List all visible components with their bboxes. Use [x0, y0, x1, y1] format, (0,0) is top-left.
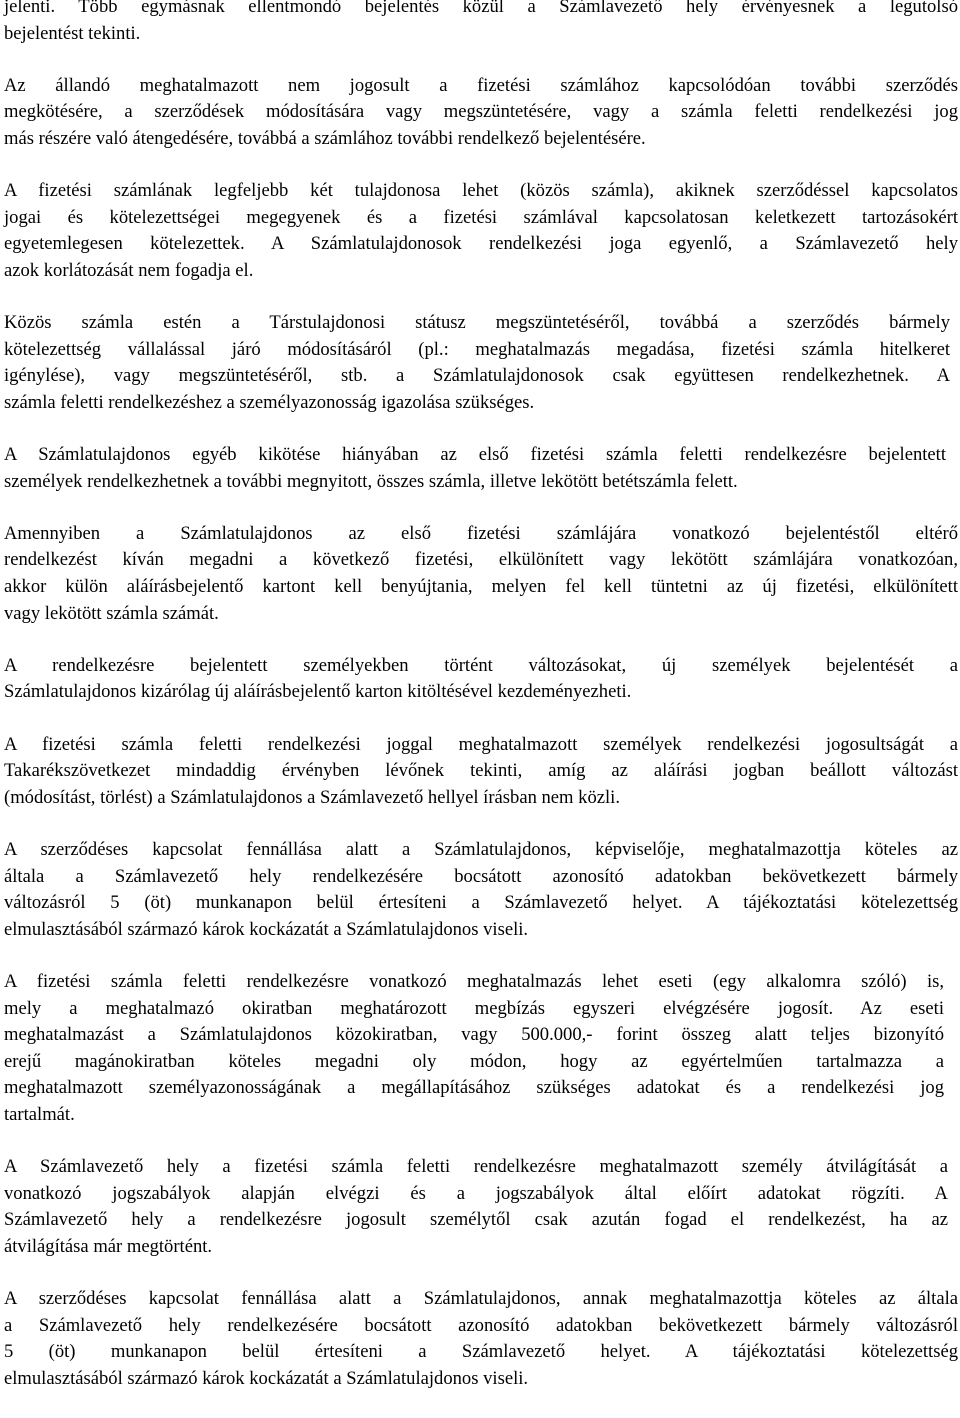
text-line: átvilágítása már megtörtént.	[4, 1235, 213, 1257]
text-line: azok korlátozását nem fogadja el.	[4, 259, 254, 281]
text-line: elmulasztásából származó károk kockázatát a Számlatulajdonos viseli.	[4, 918, 529, 940]
text-line: a Számlavezető hely rendelkezésére bocsátott azonosító adatokban bekövetkezett bármely változásról	[4, 1314, 958, 1336]
paragraph	[4, 521, 958, 627]
text-line: A szerződéses kapcsolat fennállása alatt a Számlatulajdonos, annak meghatalmazottja köteles az általa	[4, 1288, 958, 1310]
paragraph	[4, 442, 958, 495]
text-line: A szerződéses kapcsolat fennállása alatt a Számlatulajdonos, képviselője, meghatalmazottja köteles az	[4, 839, 958, 860]
text-line: igénylése), vagy megszüntetéséről, stb. a Számlatulajdonosok csak együttesen rendelkezhetnek. A	[4, 365, 950, 387]
text-line: elmulasztásából származó károk kockázatát a Számlatulajdonos viseli.	[4, 1367, 529, 1389]
paragraph	[4, 969, 958, 1129]
paragraph	[4, 0, 958, 47]
text-line: Amennyiben a Számlatulajdonos az első fizetési számlájára vonatkozó bejelentéstől eltérő	[4, 522, 958, 544]
text-line: akkor külön aláírásbejelentő kartont kell benyújtania, melyen fel kell tüntetni az új fizetési, elkülönített	[4, 576, 958, 598]
text-line: vonatkozó jogszabályok alapján elvégzi és a jogszabályok által előírt adatokat rögzíti. A	[4, 1182, 948, 1204]
text-line: A fizetési számla feletti rendelkezési joggal meghatalmazott személyek rendelkezési jogosultságát a	[4, 733, 958, 755]
text-line: tartalmát.	[4, 1103, 75, 1125]
text-line: meghatalmazást a Számlatulajdonos közokiratban, vagy 500.000,- forint összeg alatt teljes bizonyító	[4, 1024, 944, 1046]
document-page	[4, 0, 958, 1418]
paragraph	[4, 178, 958, 284]
text-line: 5 (öt) munkanapon belül értesíteni a Számlavezető helyet. A tájékoztatási kötelezettség	[4, 1341, 958, 1363]
paragraph	[4, 73, 958, 153]
text-line: A fizetési számla feletti rendelkezésre vonatkozó meghatalmazás lehet eseti (egy alkalomra szóló) is,	[4, 970, 944, 992]
text-line: más részére való átengedésére, továbbá a számlához további rendelkező bejelentésére.	[4, 127, 646, 149]
text-line: vagy lekötött számla számát.	[4, 602, 219, 624]
paragraph	[4, 310, 958, 416]
text-line: A fizetési számlának legfeljebb két tulajdonosa lehet (közös számla), akiknek szerződéssel kapcsolatos	[4, 180, 958, 202]
paragraph	[4, 837, 958, 943]
text-line: Az állandó meghatalmazott nem jogosult a fizetési számlához kapcsolódóan további szerződés	[4, 74, 958, 96]
text-line: megkötésére, a szerződések módosítására vagy megszüntetésére, vagy a számla feletti rendelkezési jog	[4, 101, 958, 123]
text-line: A Számlatulajdonos egyéb kikötése hiányában az első fizetési számla feletti rendelkezésre bejelentett	[4, 444, 946, 466]
text-line: rendelkezést kíván megadni a következő fizetési, elkülönített vagy lekötött számlájára vonatkozóan,	[4, 549, 958, 571]
text-line: kötelezettség vállalással járó módosításáról (pl.: meghatalmazás megadása, fizetési számla hitelkeret	[4, 338, 950, 360]
paragraph	[4, 1154, 958, 1260]
text-line: meghatalmazott személyazonosságának a megállapításához szükséges adatokat és a rendelkezési jog	[4, 1077, 944, 1099]
paragraph	[4, 732, 958, 812]
text-line: erejű magánokiratban köteles megadni oly módon, hogy az egyértelműen tartalmazza a	[4, 1050, 944, 1072]
text-line: A Számlavezető hely a fizetési számla feletti rendelkezésre meghatalmazott személy átvilágítását a	[4, 1156, 948, 1178]
paragraph	[4, 1286, 958, 1392]
paragraph	[4, 653, 958, 706]
text-line: mely a meghatalmazó okiratban meghatározott megbízás egyszeri elvégzésére jogosít. Az eseti	[4, 997, 944, 1019]
text-line: személyek rendelkezhetnek a további megnyitott, összes számla, illetve lekötött betétszámla felett.	[4, 470, 738, 492]
text-line: jelenti. Több egymásnak ellentmondó bejelentés közül a Számlavezető hely érvényesnek a legutolsó	[4, 0, 958, 17]
text-line: bejelentést tekinti.	[4, 22, 141, 44]
text-line: (módosítást, törlést) a Számlatulajdonos a Számlavezető hellyel írásban nem közli.	[4, 786, 620, 808]
text-line: Közös számla estén a Társtulajdonosi státusz megszüntetéséről, továbbá a szerződés bármely	[4, 312, 950, 334]
text-line: Számlatulajdonos kizárólag új aláírásbejelentő karton kitöltésével kezdeményezheti.	[4, 681, 632, 703]
text-line: Takarékszövetkezet mindaddig érvényben lévőnek tekinti, amíg az aláírási jogban beállott változást	[4, 760, 958, 782]
text-line: számla feletti rendelkezéshez a személyazonosság igazolása szükséges.	[4, 391, 535, 413]
text-line: jogai és kötelezettségei megegyenek és a fizetési számlával kapcsolatosan keletkezett tartozásokért	[4, 206, 958, 228]
text-line: A rendelkezésre bejelentett személyekben történt változásokat, új személyek bejelentését a	[4, 654, 958, 676]
text-line: egyetemlegesen kötelezettek. A Számlatulajdonosok rendelkezési joga egyenlő, a Számlavezető hely	[4, 233, 958, 255]
text-line: Számlavezető hely a rendelkezésre jogosult személytől csak azután fogad el rendelkezést, ha az	[4, 1209, 948, 1231]
text-line: általa a Számlavezető hely rendelkezésére bocsátott azonosító adatokban bekövetkezett bármely	[4, 865, 958, 887]
text-line: változásról 5 (öt) munkanapon belül értesíteni a Számlavezető helyet. A tájékoztatási kötelezettség	[4, 892, 958, 914]
